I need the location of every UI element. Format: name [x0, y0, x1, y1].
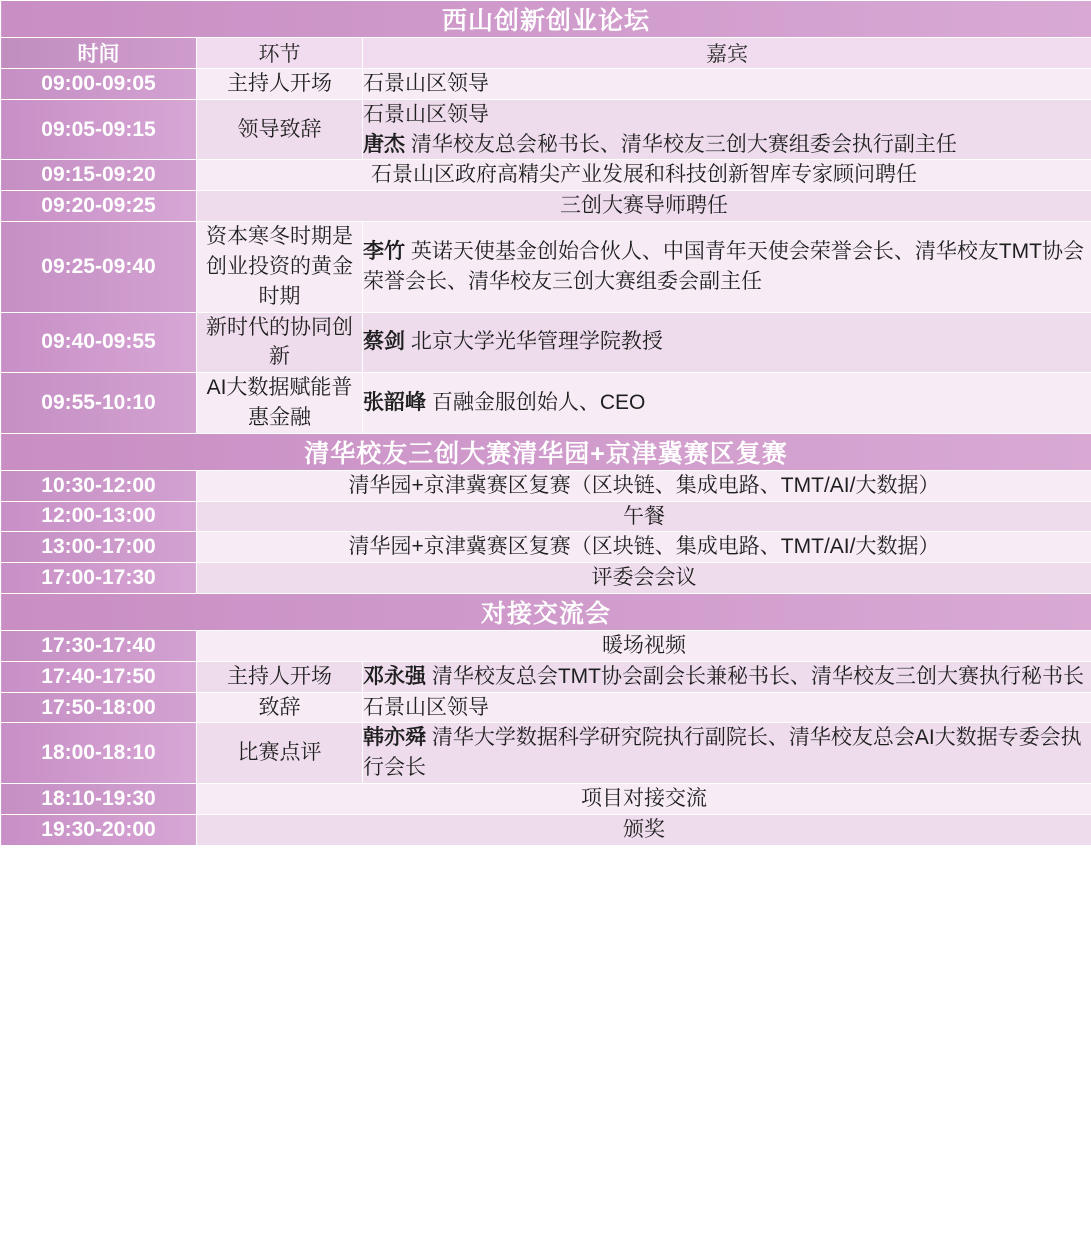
row-span-text: 石景山区政府高精尖产业发展和科技创新智库专家顾问聘任: [197, 160, 1091, 191]
row-guest: [363, 723, 1091, 784]
row-time: 12:00-13:00: [1, 501, 197, 532]
row-part: 比赛点评: [197, 723, 363, 784]
row-guest: [363, 99, 1091, 160]
row-guest: 石景山区领导: [363, 69, 1091, 100]
row-time: 09:55-10:10: [1, 373, 197, 434]
table-row: [1, 191, 1091, 222]
table-row: [1, 661, 1091, 692]
row-part: 主持人开场: [197, 69, 363, 100]
guest-title: 北京大学光华管理学院教授: [405, 330, 663, 354]
row-time: 18:10-19:30: [1, 784, 197, 815]
row-time: 09:15-09:20: [1, 160, 197, 191]
row-span-text: 评委会会议: [197, 563, 1091, 594]
header-part: 环节: [197, 38, 363, 69]
table-row: [1, 373, 1091, 434]
table-row: [1, 99, 1091, 160]
main-title-row: [1, 1, 1091, 38]
table-row: [1, 501, 1091, 532]
row-time: 09:00-09:05: [1, 69, 197, 100]
row-time: 17:50-18:00: [1, 692, 197, 723]
table-row: [1, 784, 1091, 815]
table-row: [1, 312, 1091, 373]
section-3-title: 对接交流会: [1, 594, 1091, 631]
row-guest: [363, 312, 1091, 373]
header-guest: 嘉宾: [363, 38, 1091, 69]
row-time: 10:30-12:00: [1, 470, 197, 501]
row-guest: 石景山区领导: [363, 692, 1091, 723]
guest-title: 清华校友总会TMT协会副会长兼秘书长、清华校友三创大赛执行秘书长: [426, 664, 1084, 688]
section-2-row: [1, 433, 1091, 470]
guest-name: 李竹: [363, 239, 405, 263]
row-span-text: 清华园+京津冀赛区复赛（区块链、集成电路、TMT/AI/大数据）: [197, 470, 1091, 501]
row-span-text: 午餐: [197, 501, 1091, 532]
row-span-text: 暖场视频: [197, 631, 1091, 662]
guest-name: 唐杰: [363, 132, 405, 156]
guest-line: [363, 130, 1091, 160]
table-row: [1, 532, 1091, 563]
table-row: [1, 631, 1091, 662]
header-row: [1, 38, 1091, 69]
header-time: 时间: [1, 38, 197, 69]
row-span-text: 颁奖: [197, 814, 1091, 845]
row-time: 09:25-09:40: [1, 222, 197, 312]
main-title: 西山创新创业论坛: [1, 1, 1091, 38]
table-row: [1, 470, 1091, 501]
row-time: 09:40-09:55: [1, 312, 197, 373]
row-part: 资本寒冬时期是创业投资的黄金时期: [197, 222, 363, 312]
row-guest: [363, 222, 1091, 312]
row-time: 17:40-17:50: [1, 661, 197, 692]
row-time: 19:30-20:00: [1, 814, 197, 845]
table-row: [1, 814, 1091, 845]
row-part: 新时代的协同创新: [197, 312, 363, 373]
guest-name: 蔡剑: [363, 330, 405, 354]
row-part: 领导致辞: [197, 99, 363, 160]
table-row: [1, 563, 1091, 594]
row-part: 致辞: [197, 692, 363, 723]
section-3-row: [1, 594, 1091, 631]
row-time: 09:20-09:25: [1, 191, 197, 222]
row-time: 17:30-17:40: [1, 631, 197, 662]
guest-name: 张韶峰: [363, 391, 426, 415]
row-span-text: 项目对接交流: [197, 784, 1091, 815]
row-time: 17:00-17:30: [1, 563, 197, 594]
table-row: [1, 723, 1091, 784]
guest-name: 邓永强: [363, 664, 426, 688]
table-row: [1, 69, 1091, 100]
section-2-title: 清华校友三创大赛清华园+京津冀赛区复赛: [1, 433, 1091, 470]
row-time: 13:00-17:00: [1, 532, 197, 563]
row-span-text: 三创大赛导师聘任: [197, 191, 1091, 222]
row-time: 09:05-09:15: [1, 99, 197, 160]
table-row: [1, 160, 1091, 191]
guest-title: 英诺天使基金创始合伙人、中国青年天使会荣誉会长、清华校友TMT协会荣誉会长、清华校友三创大赛组委会副主任: [363, 239, 1084, 293]
table-row: [1, 692, 1091, 723]
row-guest: [363, 661, 1091, 692]
row-time: 18:00-18:10: [1, 723, 197, 784]
guest-line: 石景山区领导: [363, 102, 489, 126]
row-part: 主持人开场: [197, 661, 363, 692]
table-row: [1, 222, 1091, 312]
guest-title: 清华校友总会秘书长、清华校友三创大赛组委会执行副主任: [405, 132, 957, 156]
row-guest: [363, 373, 1091, 434]
row-span-text: 清华园+京津冀赛区复赛（区块链、集成电路、TMT/AI/大数据）: [197, 532, 1091, 563]
row-part: AI大数据赋能普惠金融: [197, 373, 363, 434]
guest-title: 百融金服创始人、CEO: [426, 391, 646, 415]
guest-title: 清华大学数据科学研究院执行副院长、清华校友总会AI大数据专委会执行会长: [363, 726, 1082, 780]
guest-name: 韩亦舜: [363, 726, 426, 750]
